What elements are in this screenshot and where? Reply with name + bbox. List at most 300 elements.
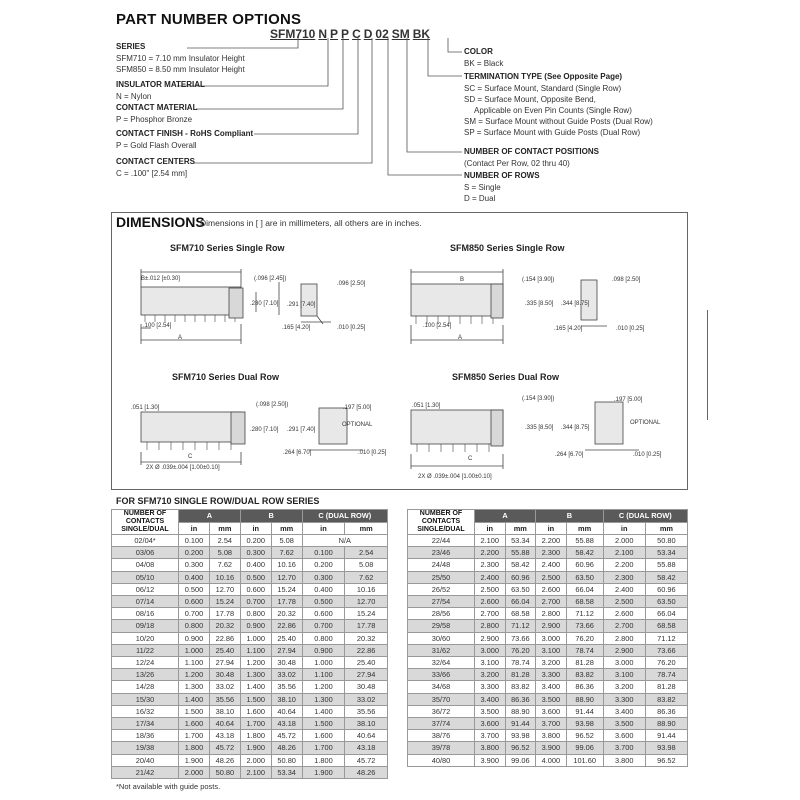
table-cell: 40.64 bbox=[209, 718, 240, 730]
dim-label: .098 [2.50] bbox=[612, 277, 641, 283]
table-cell: 27/54 bbox=[408, 596, 475, 608]
table-cell: 2.300 bbox=[536, 547, 567, 559]
table-cell: 81.28 bbox=[566, 657, 603, 669]
dim-label: .344 [8.75] bbox=[561, 301, 590, 307]
col-sub-in: in bbox=[536, 522, 567, 535]
table-cell: 53.34 bbox=[505, 535, 536, 547]
table-cell: 43.18 bbox=[271, 718, 302, 730]
table-cell: 29/58 bbox=[408, 620, 475, 632]
table-cell: 96.52 bbox=[566, 730, 603, 742]
dim-label: (.096 [2.45]) bbox=[254, 276, 287, 282]
table-cell: 3.100 bbox=[603, 669, 645, 681]
dim-label: .264 [6.70] bbox=[555, 452, 584, 458]
dim-label: .051 [1.30] bbox=[131, 405, 160, 411]
table-cell: 3.500 bbox=[536, 693, 567, 705]
dim-label: A bbox=[458, 335, 463, 341]
table-cell: 45.72 bbox=[345, 754, 388, 766]
option-line: SFM850 = 8.50 mm Insulator Height bbox=[116, 65, 245, 74]
table-cell: 11/22 bbox=[112, 644, 179, 656]
table-cell: 3.400 bbox=[536, 681, 567, 693]
table-cell: 81.28 bbox=[505, 669, 536, 681]
table-row bbox=[112, 693, 388, 705]
table-cell: 0.200 bbox=[179, 547, 210, 559]
table-cell: 28/56 bbox=[408, 608, 475, 620]
table-cell: 71.12 bbox=[566, 608, 603, 620]
table-cell: 58.42 bbox=[566, 547, 603, 559]
table-cell: 1.000 bbox=[302, 657, 345, 669]
table-cell: 10.16 bbox=[345, 583, 388, 595]
option-heading: TERMINATION TYPE (See Opposite Page) bbox=[464, 72, 623, 81]
col-header-b: B bbox=[536, 510, 604, 523]
table-cell: 3.400 bbox=[603, 705, 645, 717]
table-cell: 25.40 bbox=[209, 644, 240, 656]
col-sub-in: in bbox=[179, 522, 210, 535]
table-cell: 15.24 bbox=[209, 596, 240, 608]
table-row bbox=[408, 669, 688, 681]
table-cell: 58.42 bbox=[645, 571, 687, 583]
table-cell: 22/44 bbox=[408, 535, 475, 547]
table-cell: 1.300 bbox=[302, 693, 345, 705]
table-row bbox=[112, 718, 388, 730]
table-cell: 37/74 bbox=[408, 718, 475, 730]
table-cell: 0.900 bbox=[302, 644, 345, 656]
table-cell: 30.48 bbox=[271, 657, 302, 669]
table-cell: 15.24 bbox=[271, 583, 302, 595]
dim-label: .335 [8.50] bbox=[525, 425, 554, 431]
table-cell: 2.200 bbox=[536, 535, 567, 547]
col-header-a: A bbox=[179, 510, 241, 523]
option-line: BK = Black bbox=[464, 59, 504, 68]
table-row bbox=[112, 632, 388, 644]
table-row bbox=[112, 742, 388, 754]
col-sub-mm: mm bbox=[345, 522, 388, 535]
table-cell: 3.000 bbox=[536, 632, 567, 644]
dim-label: C bbox=[468, 456, 473, 462]
table-cell: 96.52 bbox=[505, 742, 536, 754]
table-cell: 60.96 bbox=[645, 583, 687, 595]
col-header-b: B bbox=[240, 510, 302, 523]
table-cell: 13/26 bbox=[112, 669, 179, 681]
table-cell: 17.78 bbox=[345, 620, 388, 632]
table-cell: 71.12 bbox=[505, 620, 536, 632]
option-heading: NUMBER OF CONTACT POSITIONS bbox=[464, 147, 599, 156]
table-cell: 73.66 bbox=[645, 644, 687, 656]
dim-label: (.098 [2.50]) bbox=[256, 402, 289, 408]
table-cell: 0.300 bbox=[179, 559, 210, 571]
table-cell: 1.800 bbox=[179, 742, 210, 754]
dim-label: .051 [1.30] bbox=[412, 403, 441, 409]
dim-label: 2X Ø .039±.004 [1.00±0.10] bbox=[418, 474, 492, 480]
table-cell: 2.500 bbox=[603, 596, 645, 608]
table-cell: 0.500 bbox=[179, 583, 210, 595]
table-cell: 88.90 bbox=[566, 693, 603, 705]
table-cell: 3.600 bbox=[536, 705, 567, 717]
table-cell: 23/46 bbox=[408, 547, 475, 559]
page-title: PART NUMBER OPTIONS bbox=[116, 11, 302, 28]
table-cell: 15.24 bbox=[345, 608, 388, 620]
table-cell: 0.400 bbox=[179, 571, 210, 583]
table-cell: 10.16 bbox=[209, 571, 240, 583]
col-header-c: C (DUAL ROW) bbox=[603, 510, 687, 523]
table-cell: 3.000 bbox=[603, 657, 645, 669]
table-row bbox=[112, 669, 388, 681]
figure-title-sfm850-dual: SFM850 Series Dual Row bbox=[452, 372, 560, 382]
option-heading: NUMBER OF ROWS bbox=[464, 171, 540, 180]
table-cell: 08/16 bbox=[112, 608, 179, 620]
option-line: (Contact Per Row, 02 thru 40) bbox=[464, 159, 570, 168]
table-cell: 40.64 bbox=[345, 730, 388, 742]
table-cell: 31/62 bbox=[408, 644, 475, 656]
table-cell: 60.96 bbox=[505, 571, 536, 583]
table-cell: 2.900 bbox=[475, 632, 506, 644]
table-cell: 12.70 bbox=[209, 583, 240, 595]
table-cell: 66.04 bbox=[645, 608, 687, 620]
table-row bbox=[408, 705, 688, 717]
table-row bbox=[112, 681, 388, 693]
table-cell: 55.88 bbox=[645, 559, 687, 571]
table-cell: 22.86 bbox=[209, 632, 240, 644]
table-cell: 1.200 bbox=[179, 669, 210, 681]
table-cell: 50.80 bbox=[271, 754, 302, 766]
option-heading: COLOR bbox=[464, 47, 493, 56]
table-cell: 0.900 bbox=[179, 632, 210, 644]
table-cell: 2.900 bbox=[603, 644, 645, 656]
table-row bbox=[112, 754, 388, 766]
table-cell: 33.02 bbox=[345, 693, 388, 705]
option-line: C = .100" [2.54 mm] bbox=[116, 169, 188, 178]
table-cell: 83.82 bbox=[505, 681, 536, 693]
table-cell: 2.600 bbox=[475, 596, 506, 608]
table-cell: 40/80 bbox=[408, 754, 475, 766]
dimension-table-left bbox=[111, 509, 388, 779]
table-cell: 93.98 bbox=[645, 742, 687, 754]
dim-label: B±.012 [±0.30] bbox=[141, 276, 180, 282]
table-cell: 27.94 bbox=[209, 657, 240, 669]
table-cell: 2.400 bbox=[536, 559, 567, 571]
table-cell: 3.500 bbox=[475, 705, 506, 717]
table-cell: 2.200 bbox=[475, 547, 506, 559]
table-cell: 27.94 bbox=[345, 669, 388, 681]
table-row bbox=[408, 754, 688, 766]
table-cell: 50.80 bbox=[209, 766, 240, 778]
table-cell: 04/08 bbox=[112, 559, 179, 571]
table-cell: 2.54 bbox=[209, 535, 240, 547]
dimensions-note: Dimensions in [ ] are in millimeters, all others are in inches. bbox=[200, 218, 422, 228]
table-cell: 25.40 bbox=[345, 657, 388, 669]
table-cell: 5.08 bbox=[345, 559, 388, 571]
table-row bbox=[112, 766, 388, 778]
table-cell: 0.700 bbox=[179, 608, 210, 620]
table-cell: 86.36 bbox=[505, 693, 536, 705]
table-cell: 20/40 bbox=[112, 754, 179, 766]
table-cell: 17.78 bbox=[271, 596, 302, 608]
col-sub-mm: mm bbox=[645, 522, 687, 535]
table-cell: 38.10 bbox=[209, 705, 240, 717]
col-header-c: C (DUAL ROW) bbox=[302, 510, 387, 523]
table-cell: N/A bbox=[302, 535, 387, 547]
table-cell: 33.02 bbox=[209, 681, 240, 693]
table-cell: 05/10 bbox=[112, 571, 179, 583]
table-cell: 43.18 bbox=[209, 730, 240, 742]
table-cell: 3.100 bbox=[475, 657, 506, 669]
dim-label: B bbox=[460, 277, 465, 283]
table-cell: 3.100 bbox=[536, 644, 567, 656]
table-cell: 2.600 bbox=[536, 583, 567, 595]
table-cell: 68.58 bbox=[645, 620, 687, 632]
table-cell: 15/30 bbox=[112, 693, 179, 705]
table-cell: 3.700 bbox=[603, 742, 645, 754]
table-cell: 12.70 bbox=[345, 596, 388, 608]
table-cell: 1.900 bbox=[302, 766, 345, 778]
table-cell: 0.100 bbox=[179, 535, 210, 547]
table-cell: 35/70 bbox=[408, 693, 475, 705]
table-cell: 55.88 bbox=[566, 535, 603, 547]
option-line: Applicable on Even Pin Counts (Single Row) bbox=[474, 106, 632, 115]
option-line: SFM710 = 7.10 mm Insulator Height bbox=[116, 54, 245, 63]
part-number-segment: C bbox=[352, 27, 361, 41]
dim-label: .010 [0.25] bbox=[633, 452, 662, 458]
table-cell: 99.06 bbox=[505, 754, 536, 766]
table-row bbox=[408, 718, 688, 730]
table-cell: 2.700 bbox=[475, 608, 506, 620]
table-cell: 63.50 bbox=[645, 596, 687, 608]
table-row bbox=[408, 742, 688, 754]
table-cell: 0.700 bbox=[302, 620, 345, 632]
table-cell: 2.000 bbox=[179, 766, 210, 778]
table-cell: 93.98 bbox=[505, 730, 536, 742]
table-cell: 3.800 bbox=[536, 730, 567, 742]
table-cell: 22.86 bbox=[271, 620, 302, 632]
dim-label: .280 [7.10] bbox=[250, 301, 279, 307]
table-title: FOR SFM710 SINGLE ROW/DUAL ROW SERIES bbox=[116, 496, 320, 506]
col-header-contacts: NUMBER OF CONTACTS SINGLE/DUAL bbox=[408, 510, 475, 535]
table-cell: 1.000 bbox=[179, 644, 210, 656]
table-cell: 2.100 bbox=[603, 547, 645, 559]
col-header-contacts: NUMBER OF CONTACTS SINGLE/DUAL bbox=[112, 510, 179, 535]
table-cell: 45.72 bbox=[209, 742, 240, 754]
table-cell: 0.700 bbox=[240, 596, 271, 608]
table-cell: 1.600 bbox=[302, 730, 345, 742]
table-cell: 99.06 bbox=[566, 742, 603, 754]
figure-title-sfm850-single: SFM850 Series Single Row bbox=[450, 243, 565, 253]
dim-label: .100 [2.54] bbox=[423, 323, 452, 329]
table-cell: 1.400 bbox=[302, 705, 345, 717]
table-cell: 1.800 bbox=[240, 730, 271, 742]
table-cell: 03/06 bbox=[112, 547, 179, 559]
table-cell: 81.28 bbox=[645, 681, 687, 693]
table-cell: 73.66 bbox=[566, 620, 603, 632]
table-cell: 91.44 bbox=[566, 705, 603, 717]
table-row bbox=[112, 608, 388, 620]
table-cell: 83.82 bbox=[645, 693, 687, 705]
table-cell: 2.800 bbox=[475, 620, 506, 632]
table-row bbox=[112, 657, 388, 669]
table-cell: 93.98 bbox=[566, 718, 603, 730]
table-row bbox=[112, 596, 388, 608]
table-cell: 38.10 bbox=[271, 693, 302, 705]
table-cell: 3.900 bbox=[536, 742, 567, 754]
col-sub-mm: mm bbox=[505, 522, 536, 535]
table-cell: 02/04* bbox=[112, 535, 179, 547]
table-cell: 33/66 bbox=[408, 669, 475, 681]
table-cell: 3.700 bbox=[475, 730, 506, 742]
page-edge-line bbox=[707, 310, 708, 420]
table-row bbox=[408, 644, 688, 656]
table-cell: 3.600 bbox=[475, 718, 506, 730]
table-cell: 53.34 bbox=[645, 547, 687, 559]
col-header-a: A bbox=[475, 510, 536, 523]
table-cell: 0.300 bbox=[240, 547, 271, 559]
table-cell: 12.70 bbox=[271, 571, 302, 583]
table-cell: 0.100 bbox=[302, 547, 345, 559]
table-cell: 1.000 bbox=[240, 632, 271, 644]
table-cell: 12/24 bbox=[112, 657, 179, 669]
table-row bbox=[408, 657, 688, 669]
col-sub-in: in bbox=[475, 522, 506, 535]
part-number-segment: P bbox=[330, 27, 339, 41]
table-cell: 7.62 bbox=[209, 559, 240, 571]
table-cell: 40.64 bbox=[271, 705, 302, 717]
table-cell: 1.500 bbox=[302, 718, 345, 730]
table-row bbox=[112, 559, 388, 571]
dim-label: .165 [4.20] bbox=[554, 326, 583, 332]
part-number-segment: N bbox=[318, 27, 328, 41]
table-cell: 58.42 bbox=[505, 559, 536, 571]
table-cell: 7.62 bbox=[271, 547, 302, 559]
table-cell: 09/18 bbox=[112, 620, 179, 632]
dim-label: OPTIONAL bbox=[630, 420, 661, 426]
table-cell: 88.90 bbox=[505, 705, 536, 717]
table-cell: 3.200 bbox=[475, 669, 506, 681]
table-cell: 07/14 bbox=[112, 596, 179, 608]
table-cell: 78.74 bbox=[505, 657, 536, 669]
table-cell: 53.34 bbox=[271, 766, 302, 778]
part-number-segment: BK bbox=[412, 27, 431, 41]
table-cell: 3.200 bbox=[536, 657, 567, 669]
table-row bbox=[408, 730, 688, 742]
table-cell: 96.52 bbox=[645, 754, 687, 766]
table-cell: 86.36 bbox=[645, 705, 687, 717]
table-cell: 0.200 bbox=[302, 559, 345, 571]
table-cell: 3.600 bbox=[603, 730, 645, 742]
dim-label: .197 [5.00] bbox=[343, 405, 372, 411]
option-line: SP = Surface Mount with Guide Posts (Dual Row) bbox=[464, 128, 641, 137]
table-cell: 2.400 bbox=[475, 571, 506, 583]
table-cell: 1.100 bbox=[302, 669, 345, 681]
table-cell: 48.26 bbox=[271, 742, 302, 754]
table-cell: 34/68 bbox=[408, 681, 475, 693]
table-cell: 25.40 bbox=[271, 632, 302, 644]
table-cell: 30/60 bbox=[408, 632, 475, 644]
table-cell: 7.62 bbox=[345, 571, 388, 583]
table-row bbox=[408, 632, 688, 644]
table-cell: 17.78 bbox=[209, 608, 240, 620]
dim-label: .010 [0.25] bbox=[616, 326, 645, 332]
table-cell: 10/20 bbox=[112, 632, 179, 644]
option-heading: SERIES bbox=[116, 42, 146, 51]
table-row bbox=[112, 571, 388, 583]
table-cell: 3.800 bbox=[475, 742, 506, 754]
table-cell: 2.900 bbox=[536, 620, 567, 632]
table-cell: 60.96 bbox=[566, 559, 603, 571]
option-line: P = Phosphor Bronze bbox=[116, 115, 193, 124]
table-cell: 3.400 bbox=[475, 693, 506, 705]
table-cell: 71.12 bbox=[645, 632, 687, 644]
dim-label: .197 [5.00] bbox=[614, 397, 643, 403]
table-cell: 2.500 bbox=[536, 571, 567, 583]
table-cell: 66.04 bbox=[505, 596, 536, 608]
option-heading: CONTACT CENTERS bbox=[116, 157, 195, 166]
dimension-drawings bbox=[111, 212, 687, 488]
table-cell: 19/38 bbox=[112, 742, 179, 754]
table-cell: 76.20 bbox=[645, 657, 687, 669]
table-cell: 1.400 bbox=[179, 693, 210, 705]
table-row bbox=[112, 583, 388, 595]
dim-label: 2X Ø .039±.004 [1.00±0.10] bbox=[146, 465, 220, 471]
dim-label: .335 [8.50] bbox=[525, 301, 554, 307]
table-cell: 2.700 bbox=[536, 596, 567, 608]
table-cell: 3.000 bbox=[475, 644, 506, 656]
table-cell: 63.50 bbox=[566, 571, 603, 583]
dim-label: .165 [4.20] bbox=[282, 325, 311, 331]
col-sub-in: in bbox=[240, 522, 271, 535]
table-cell: 0.500 bbox=[240, 571, 271, 583]
table-cell: 35.56 bbox=[271, 681, 302, 693]
table-cell: 2.000 bbox=[603, 535, 645, 547]
table-cell: 3.300 bbox=[603, 693, 645, 705]
table-cell: 2.300 bbox=[603, 571, 645, 583]
part-number-segment: D bbox=[363, 27, 373, 41]
table-cell: 78.74 bbox=[566, 644, 603, 656]
table-cell: 1.500 bbox=[179, 705, 210, 717]
table-cell: 38.10 bbox=[345, 718, 388, 730]
table-cell: 1.500 bbox=[240, 693, 271, 705]
dimension-table-right bbox=[407, 509, 688, 767]
dim-label: .010 [0.25] bbox=[358, 450, 387, 456]
table-row bbox=[408, 535, 688, 547]
table-row bbox=[112, 547, 388, 559]
table-row bbox=[408, 559, 688, 571]
table-cell: 10.16 bbox=[271, 559, 302, 571]
table-cell: 2.500 bbox=[475, 583, 506, 595]
dim-label: .264 [6.70] bbox=[283, 450, 312, 456]
table-cell: 1.300 bbox=[240, 669, 271, 681]
table-cell: 48.26 bbox=[209, 754, 240, 766]
dim-label: .096 [2.50] bbox=[337, 281, 366, 287]
table-cell: 0.300 bbox=[302, 571, 345, 583]
table-cell: 45.72 bbox=[271, 730, 302, 742]
col-sub-mm: mm bbox=[566, 522, 603, 535]
table-cell: 35.56 bbox=[345, 705, 388, 717]
table-row bbox=[112, 705, 388, 717]
option-line: SD = Surface Mount, Opposite Bend, bbox=[464, 95, 596, 104]
table-cell: 5.08 bbox=[209, 547, 240, 559]
table-cell: 39/78 bbox=[408, 742, 475, 754]
dim-label: .280 [7.10] bbox=[250, 427, 279, 433]
table-cell: 0.400 bbox=[240, 559, 271, 571]
table-cell: 0.600 bbox=[179, 596, 210, 608]
table-cell: 2.300 bbox=[475, 559, 506, 571]
part-number-segment: P bbox=[341, 27, 350, 41]
table-cell: 0.800 bbox=[179, 620, 210, 632]
table-cell: 91.44 bbox=[505, 718, 536, 730]
table-cell: 0.400 bbox=[302, 583, 345, 595]
table-row bbox=[112, 620, 388, 632]
table-cell: 18/36 bbox=[112, 730, 179, 742]
option-line: D = Dual bbox=[464, 194, 496, 203]
table-cell: 78.74 bbox=[645, 669, 687, 681]
dim-label: .100 [2.54] bbox=[143, 323, 172, 329]
